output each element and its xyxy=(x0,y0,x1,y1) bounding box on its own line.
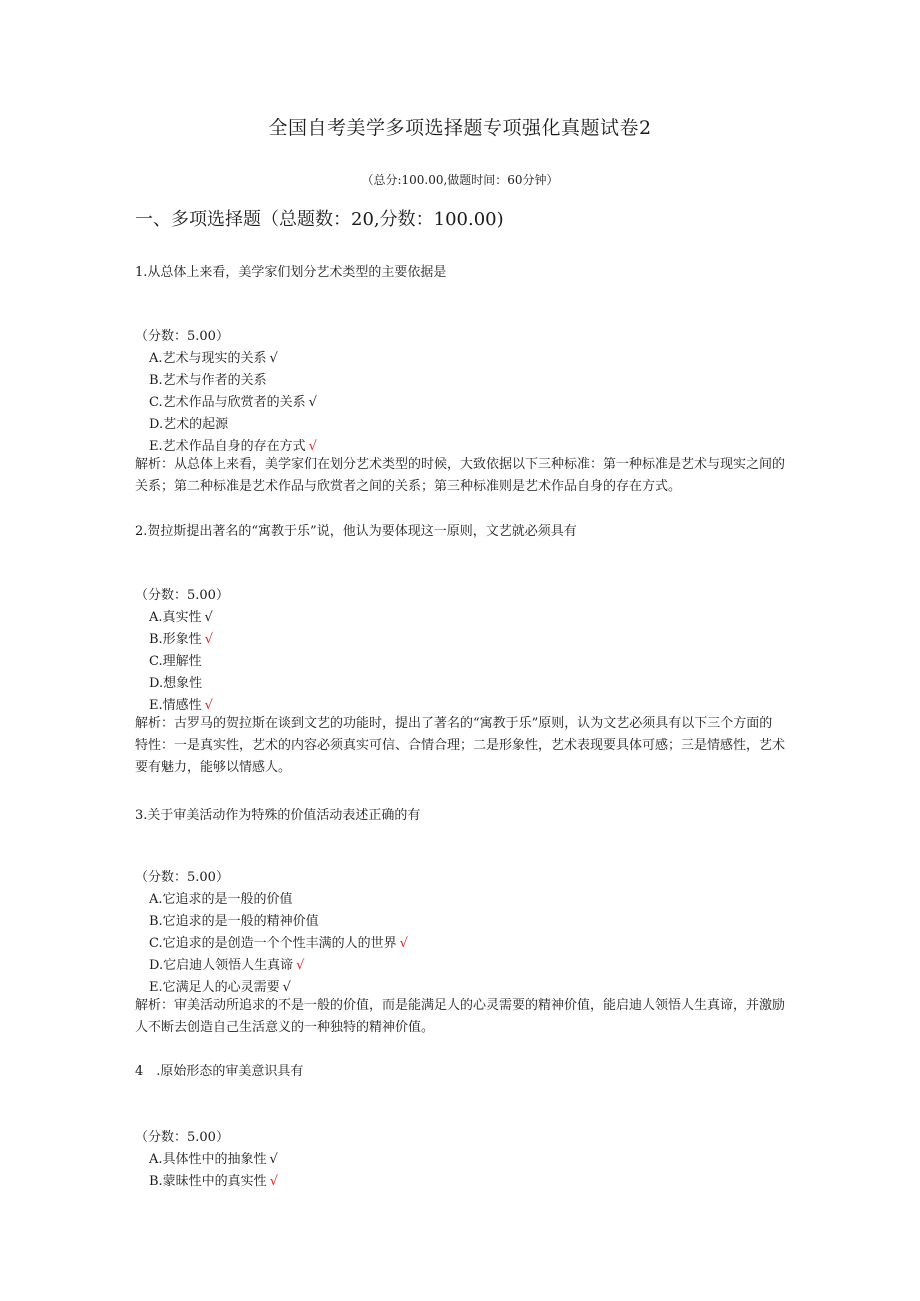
option xyxy=(149,347,278,366)
check-mark-icon: √ xyxy=(269,1152,278,1167)
option-text: E.它满足人的心灵需要 xyxy=(149,980,280,995)
option-text: B.形象性 xyxy=(149,632,202,647)
check-mark-icon: √ xyxy=(308,439,317,454)
option xyxy=(149,1170,278,1189)
option-text: E.情感性 xyxy=(149,698,202,713)
option-text: A.它追求的是一般的价值 xyxy=(149,892,293,907)
option-text: E.艺术作品自身的存在方式 xyxy=(149,439,306,454)
option xyxy=(149,369,267,388)
answer-analysis: 解析：古罗马的贺拉斯在谈到文艺的功能时，提出了著名的“寓教于乐”原则，认为文艺必须具有以下三个方面的特性：一是真实性，艺术的内容必须真实可信、合情合理；二是形象性，艺术表现要具体可感；三是情感性，艺术要有魅力，能够以情感人。 xyxy=(135,716,786,775)
option-text: C.它追求的是创造一个个性丰满的人的世界 xyxy=(149,936,397,951)
option xyxy=(149,910,319,929)
question-score: （分数：5.00） xyxy=(135,1130,229,1145)
option-text: A.真实性 xyxy=(149,610,202,625)
question-stem: 4 .原始形态的审美意识具有 xyxy=(135,1064,304,1079)
option-text: A.具体性中的抽象性 xyxy=(149,1152,267,1167)
check-mark-icon: √ xyxy=(282,980,291,995)
option-text: C.理解性 xyxy=(149,654,202,669)
option xyxy=(149,435,317,454)
document-meta: （总分:100.00,做题时间：60分钟） xyxy=(361,173,559,187)
option-text: B.它追求的是一般的精神价值 xyxy=(149,914,319,929)
document-title: 全国自考美学多项选择题专项强化真题试卷2 xyxy=(268,117,652,139)
option xyxy=(149,628,213,647)
option-text: D.想象性 xyxy=(149,676,203,691)
check-mark-icon: √ xyxy=(204,698,213,713)
option xyxy=(149,391,317,410)
option xyxy=(149,606,213,625)
answer-analysis: 解析：审美活动所追求的不是一般的价值，而是能满足人的心灵需要的精神价值，能启迪人领悟人生真谛，并激励人不断去创造自己生活意义的一种独特的精神价值。 xyxy=(135,998,786,1035)
option xyxy=(149,932,408,951)
question-score: （分数：5.00） xyxy=(135,588,229,603)
check-mark-icon: √ xyxy=(204,632,213,647)
option xyxy=(149,694,213,713)
option xyxy=(149,976,291,995)
section-heading: 一、多项选择题（总题数：20,分数：100.00) xyxy=(135,209,504,230)
answer-analysis: 解析：从总体上来看，美学家们在划分艺术类型的时候，大致依据以下三种标准：第一种标准是艺术与现实之间的关系；第二种标准是艺术作品与欣赏者之间的关系；第三种标准则是艺术作品自身的存在方式。 xyxy=(135,457,786,494)
option xyxy=(149,1148,278,1167)
question-stem: 2.贺拉斯提出著名的“寓教于乐”说，他认为要体现这一原则，文艺就必须具有 xyxy=(135,524,577,539)
option-text: B.艺术与作者的关系 xyxy=(149,373,267,388)
option-text: B.蒙昧性中的真实性 xyxy=(149,1174,267,1189)
check-mark-icon: √ xyxy=(308,395,317,410)
option xyxy=(149,954,304,973)
check-mark-icon: √ xyxy=(399,936,408,951)
question-stem: 1.从总体上来看，美学家们划分艺术类型的主要依据是 xyxy=(135,265,447,280)
option xyxy=(149,888,293,907)
question-score: （分数：5.00） xyxy=(135,329,229,344)
question-score: （分数：5.00） xyxy=(135,870,229,885)
option-text: C.艺术作品与欣赏者的关系 xyxy=(149,395,306,410)
check-mark-icon: √ xyxy=(269,1174,278,1189)
option-text: D.它启迪人领悟人生真谛 xyxy=(149,958,294,973)
option-text: A.艺术与现实的关系 xyxy=(149,351,267,366)
question-stem: 3.关于审美活动作为特殊的价值活动表述正确的有 xyxy=(135,808,421,823)
check-mark-icon: √ xyxy=(269,351,278,366)
option xyxy=(149,672,202,691)
check-mark-icon: √ xyxy=(204,610,213,625)
option xyxy=(149,413,228,432)
option xyxy=(149,650,202,669)
check-mark-icon: √ xyxy=(296,958,305,973)
option-text: D.艺术的起源 xyxy=(149,417,229,432)
